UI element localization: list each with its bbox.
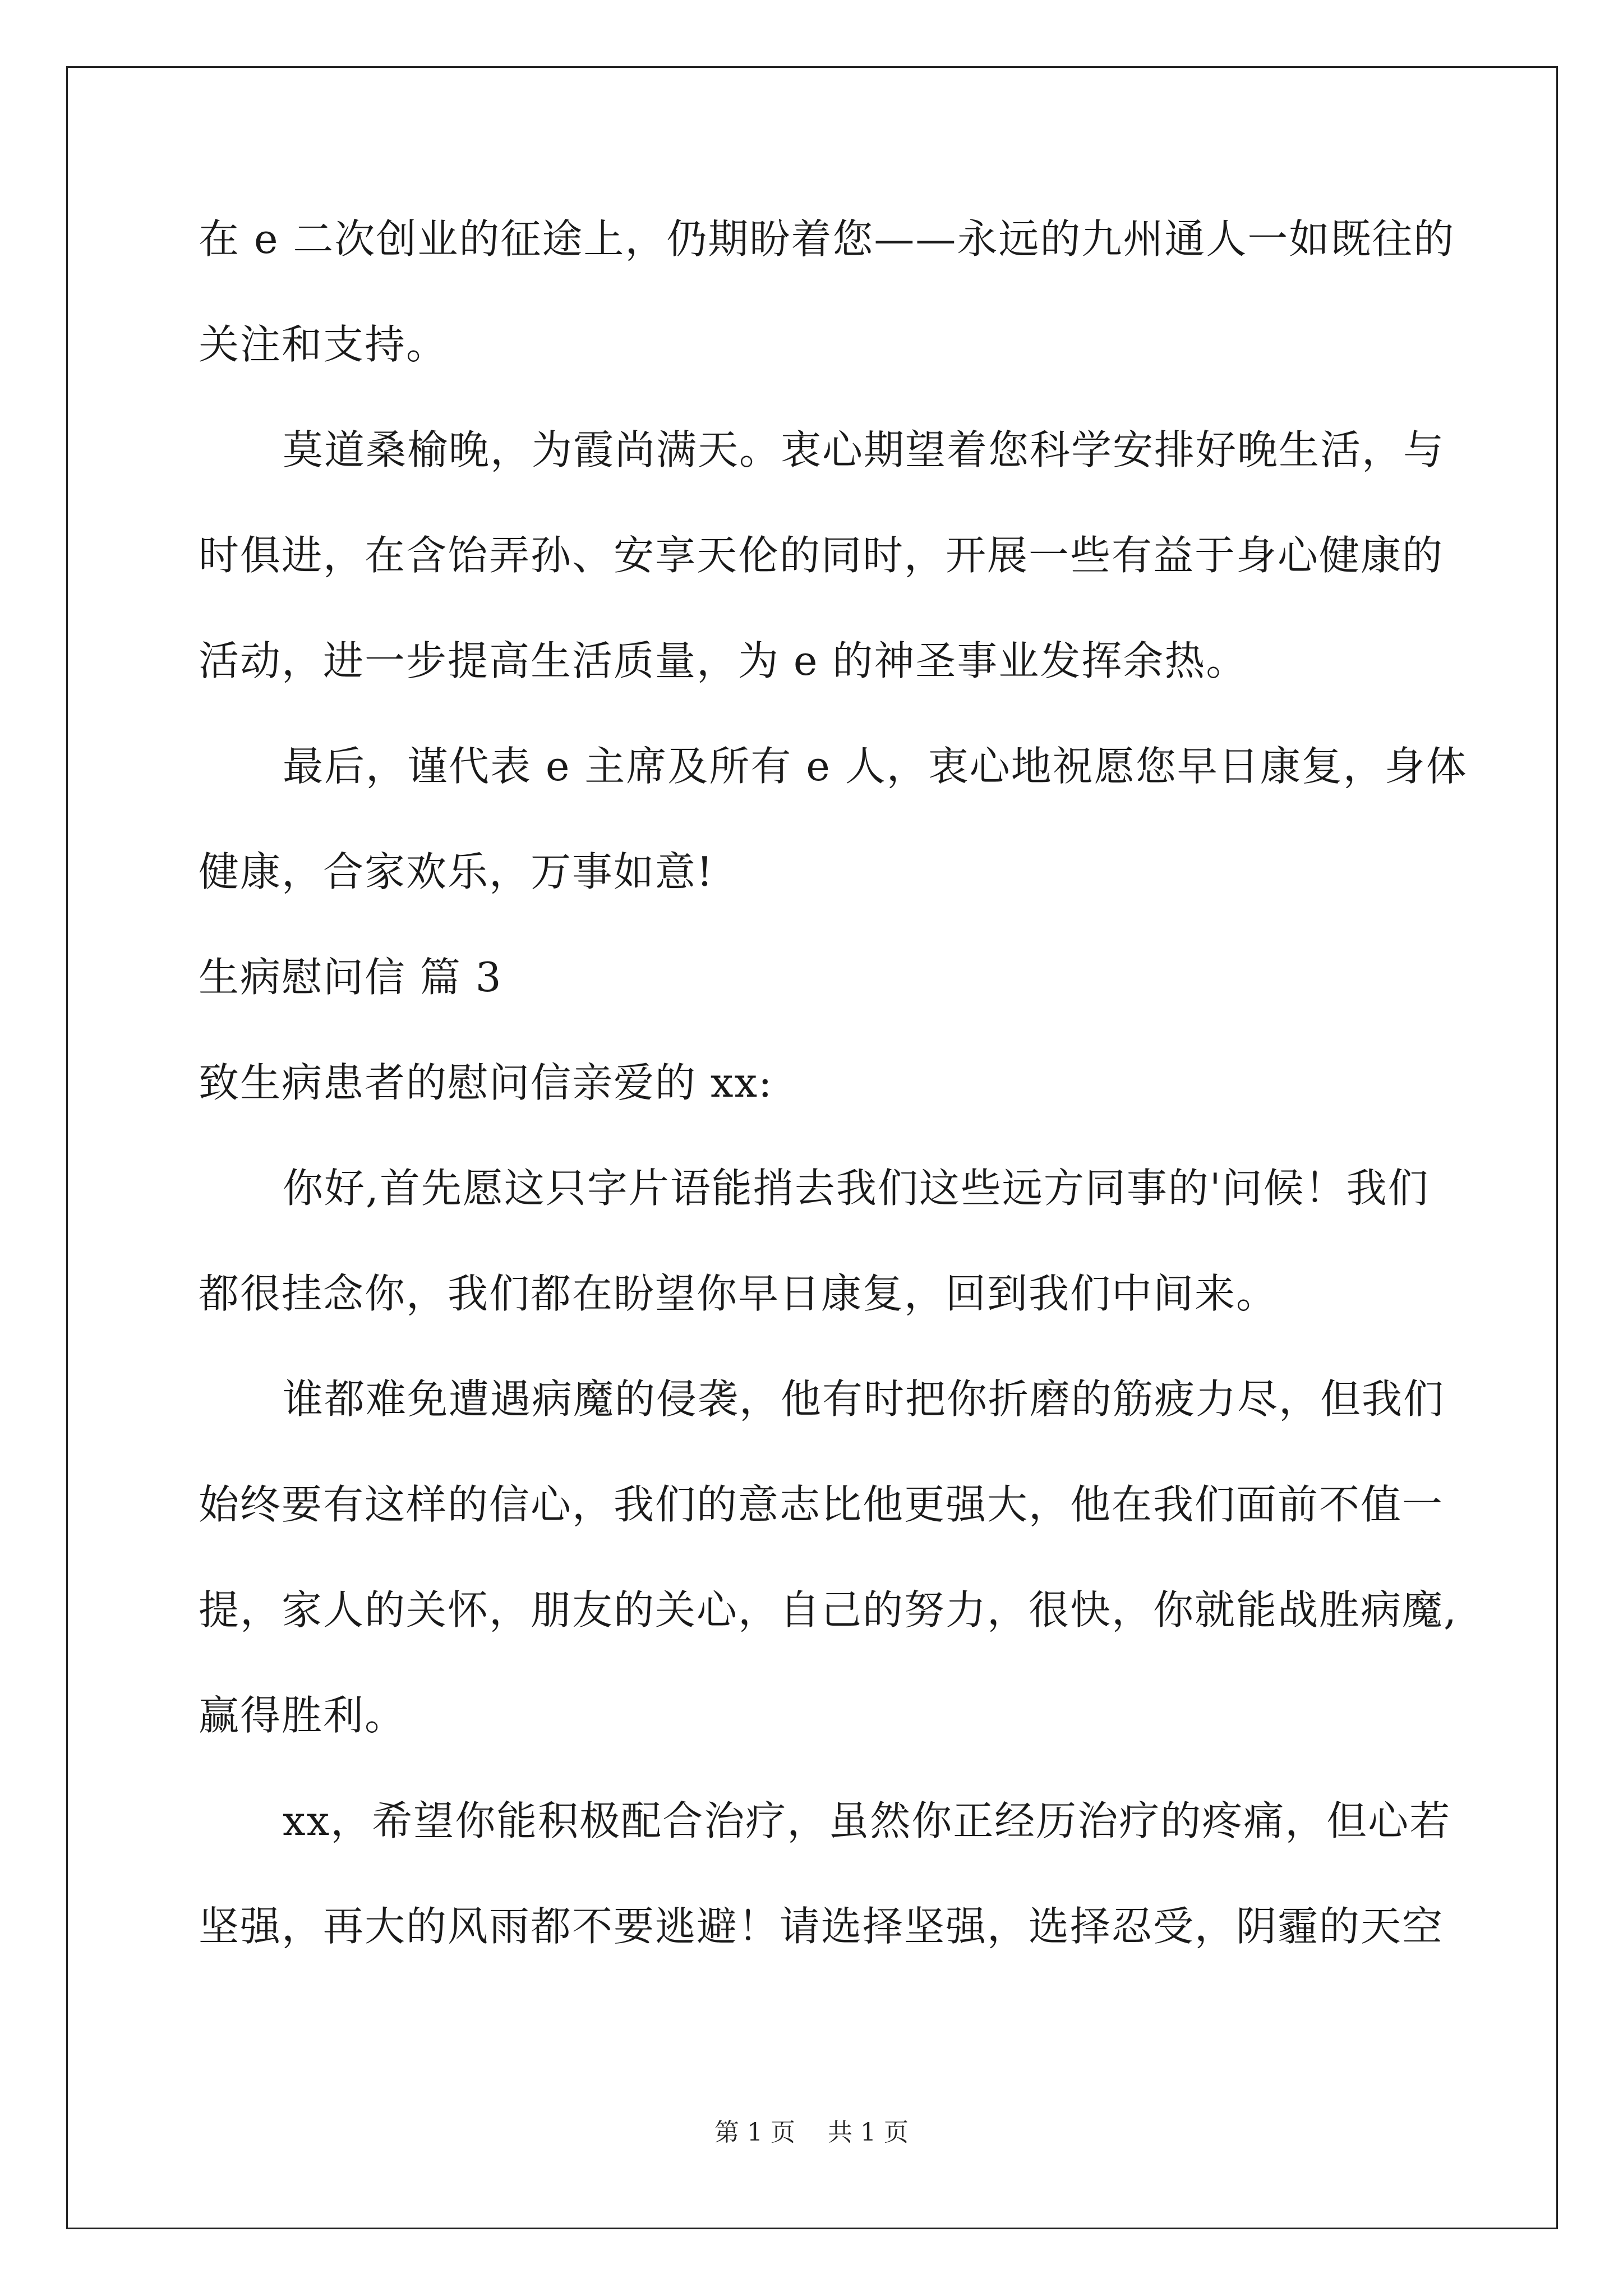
text-line: 谁都难免遭遇病魔的侵袭，他有时把你折磨的筋疲力尽，但我们 — [283, 1375, 1445, 1423]
text-line: 你好,首先愿这只字片语能捎去我们这些远方同事的'问候！我们 — [283, 1165, 1430, 1212]
text-line: 时俱进，在含饴弄孙、安享天伦的同时，开展一些有益于身心健康的 — [199, 532, 1444, 579]
text-line: 健康，合家欢乐，万事如意! — [199, 848, 714, 895]
text-line: 始终要有这样的信心，我们的意志比他更强大，他在我们面前不值一 — [199, 1481, 1444, 1528]
text-line: 提，家人的关怀，朋友的关心，自己的努力，很快，你就能战胜病魔, — [199, 1586, 1458, 1634]
text-line: xx，希望你能积极配合治疗，虽然你正经历治疗的疼痛，但心若 — [283, 1797, 1451, 1844]
document-body — [199, 215, 1468, 2012]
text-line: 坚强，再大的风雨都不要逃避！请选择坚强，选择忍受，阴霾的天空 — [199, 1903, 1444, 1950]
page-number-total: 共 1 页 — [828, 2118, 909, 2147]
text-line: 赢得胜利。 — [199, 1692, 407, 1739]
text-line: 莫道桑榆晚，为霞尚满天。衷心期望着您科学安排好晚生活，与 — [283, 426, 1445, 473]
text-line: 最后，谨代表 e 主席及所有 e 人，衷心地祝愿您早日康复，身体 — [283, 743, 1468, 790]
text-line: 都很挂念你，我们都在盼望你早日康复，回到我们中间来。 — [199, 1270, 1278, 1317]
text-line: 致生病患者的慰问信亲爱的 xx: — [199, 1059, 773, 1106]
text-line: 关注和支持。 — [199, 321, 448, 368]
page-number-current: 第 1 页 — [714, 2118, 795, 2147]
page-footer — [0, 2120, 1623, 2145]
text-line: 活动，进一步提高生活质量，为 e 的神圣事业发挥余热。 — [199, 637, 1248, 684]
text-line: 在 e 二次创业的征途上，仍期盼着您——永远的九州通人一如既往的 — [199, 215, 1455, 263]
text-line: 生病慰问信 篇 3 — [199, 954, 502, 1001]
